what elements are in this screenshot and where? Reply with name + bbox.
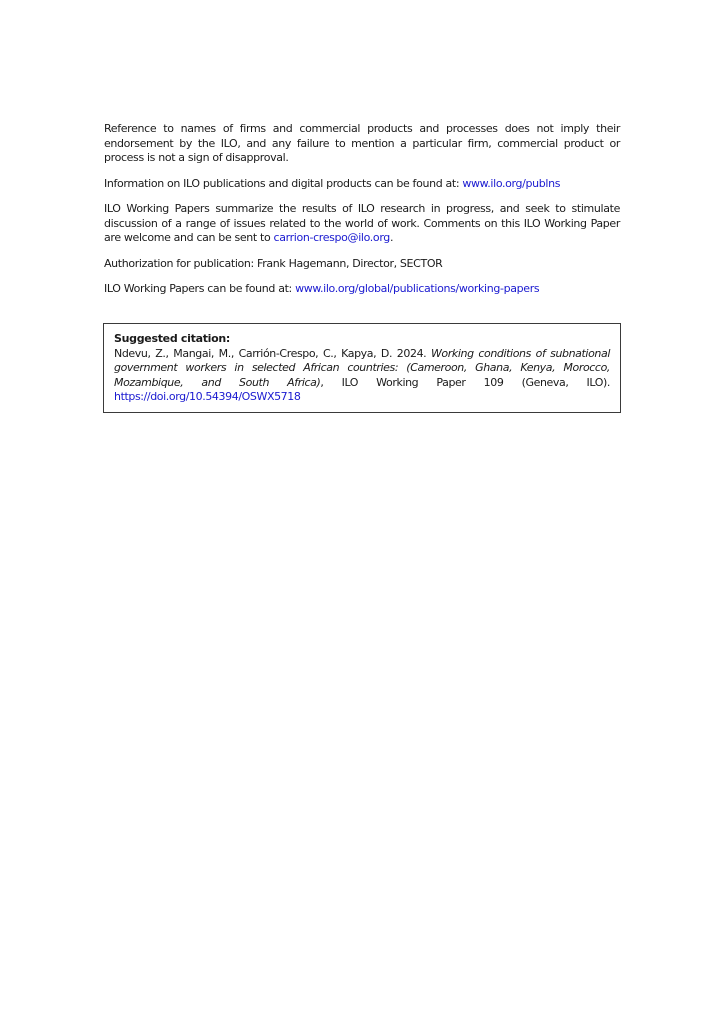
authorization-text: Authorization for publication: Frank Hagemann, Director, SECTOR: [104, 256, 443, 270]
authorization-paragraph: [104, 257, 620, 272]
publications-paragraph: [104, 177, 620, 192]
citation-box: [103, 323, 621, 413]
email-link[interactable]: carrion-crespo@ilo.org: [273, 231, 390, 244]
citation-heading: Suggested citation:: [114, 332, 231, 345]
citation-series: , ILO Working Paper 109 (Geneva, ILO).: [320, 375, 610, 389]
found-at-text: ILO Working Papers can be found at:: [104, 282, 296, 295]
publications-text: Information on ILO publications and digital products can be found at:: [104, 176, 463, 190]
citation-authors: Ndevu, Z., Mangai, M., Carrión-Crespo, C., Kapya, D. 2024.: [114, 346, 431, 360]
disclaimer-paragraph: [104, 122, 620, 166]
disclaimer-text: Reference to names of firms and commercial products and processes does not imply their endorsement by the ILO, and any failure to mention a particular firm, commercial product or process is not a sign of disapproval.: [104, 122, 620, 164]
found-at-paragraph: [104, 282, 620, 297]
page-body: [104, 122, 620, 297]
doi-link[interactable]: https://doi.org/10.54394/OSWX5718: [114, 390, 301, 403]
publications-link[interactable]: www.ilo.org/publns: [462, 176, 561, 190]
citation-text: [114, 347, 610, 405]
working-papers-link[interactable]: www.ilo.org/global/publications/working-papers: [295, 282, 540, 295]
citation-title: Working conditions of subnational government workers in selected African countries: (Cameroon, Ghana, Kenya, Morocco, Mozambique, and South Africa): [114, 346, 610, 389]
working-papers-text: ILO Working Papers summarize the results of ILO research in progress, and seek to stimulate discussion of a range of issues related to the world of work. Comments on this ILO Working Paper are welcome and can be sent to: [104, 202, 620, 244]
working-papers-paragraph: [104, 202, 620, 246]
working-papers-end: .: [389, 231, 394, 244]
